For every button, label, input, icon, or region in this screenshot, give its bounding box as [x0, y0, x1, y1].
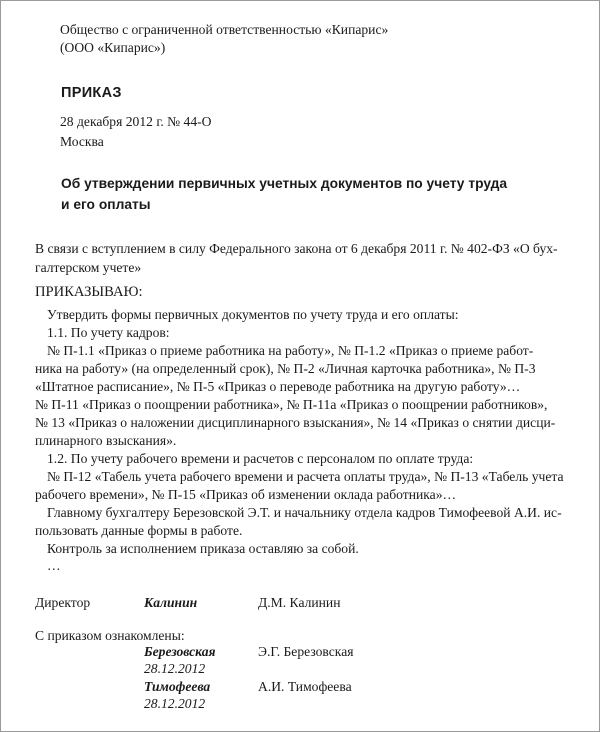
name-berezovskaya: Э.Г. Березовская	[258, 644, 354, 659]
paragraph-2-line-1: Главному бухгалтеру Березовской Э.Т. и начальнику отдела кадров Тимофеевой А.И. ис-	[47, 505, 562, 520]
order-word: ПРИКАЗЫВАЮ:	[35, 284, 143, 300]
order-date-number: 28 декабря 2012 г. № 44-О	[60, 114, 212, 129]
intro-line-1: В связи с вступлением в силу Федерального закона от 6 декабря 2011 г. № 402-ФЗ «О бух-	[35, 241, 558, 256]
list-1-line-3: «Штатное расписание», № П-5 «Приказ о переводе работника на другую работу»…	[35, 379, 521, 394]
paragraph-1-1: 1.1. По учету кадров:	[47, 325, 170, 340]
director-name: Д.М. Калинин	[258, 595, 341, 610]
signature-timofeeva: Тимофеева	[144, 679, 211, 694]
date-berezovskaya: 28.12.2012	[144, 661, 206, 676]
signature-berezovskaya: Березовская	[144, 644, 216, 659]
paragraph-1: Утвердить формы первичных документов по учету труда и его оплаты:	[47, 307, 459, 322]
list-2-line-2: рабочего времени», № П-15 «Приказ об изменении оклада работника»…	[35, 487, 457, 502]
org-short-name: (ООО «Кипарис»)	[60, 40, 166, 55]
order-heading-line-2: и его оплаты	[61, 197, 151, 212]
paragraph-2-line-2: пользовать данные формы в работе.	[35, 523, 243, 538]
name-timofeeva: А.И. Тимофеева	[258, 679, 352, 694]
list-1-line-6: плинарного взыскания».	[35, 433, 177, 448]
order-city: Москва	[60, 134, 104, 149]
ellipsis: …	[47, 558, 61, 573]
director-label: Директор	[35, 595, 91, 610]
list-1-line-2: ника на работу» (на определенный срок), № П-2 «Личная карточка работника», № П-3	[35, 361, 536, 376]
order-title: ПРИКАЗ	[61, 85, 122, 101]
director-signature: Калинин	[144, 595, 198, 610]
org-name: Общество с ограниченной ответственностью «Кипарис»	[60, 22, 389, 37]
acknowledgement-label: С приказом ознакомлены:	[35, 628, 185, 643]
order-heading-line-1: Об утверждении первичных учетных документов по учету труда	[61, 176, 508, 191]
list-1-line-1: № П-1.1 «Приказ о приеме работника на работу», № П-1.2 «Приказ о приеме работ-	[47, 343, 534, 358]
list-2-line-1: № П-12 «Табель учета рабочего времени и расчета оплаты труда», № П-13 «Табель учета	[47, 469, 564, 484]
paragraph-3: Контроль за исполнением приказа оставляю за собой.	[47, 541, 359, 556]
list-1-line-4: № П-11 «Приказ о поощрении работника», № П-11а «Приказ о поощрении работников»,	[35, 397, 548, 412]
intro-line-2: галтерском учете»	[35, 260, 142, 275]
paragraph-1-2: 1.2. По учету рабочего времени и расчетов с персоналом по оплате труда:	[47, 451, 474, 466]
date-timofeeva: 28.12.2012	[144, 696, 206, 711]
list-1-line-5: № 13 «Приказ о наложении дисциплинарного взыскания», № 14 «Приказ о снятии дисци-	[35, 415, 556, 430]
